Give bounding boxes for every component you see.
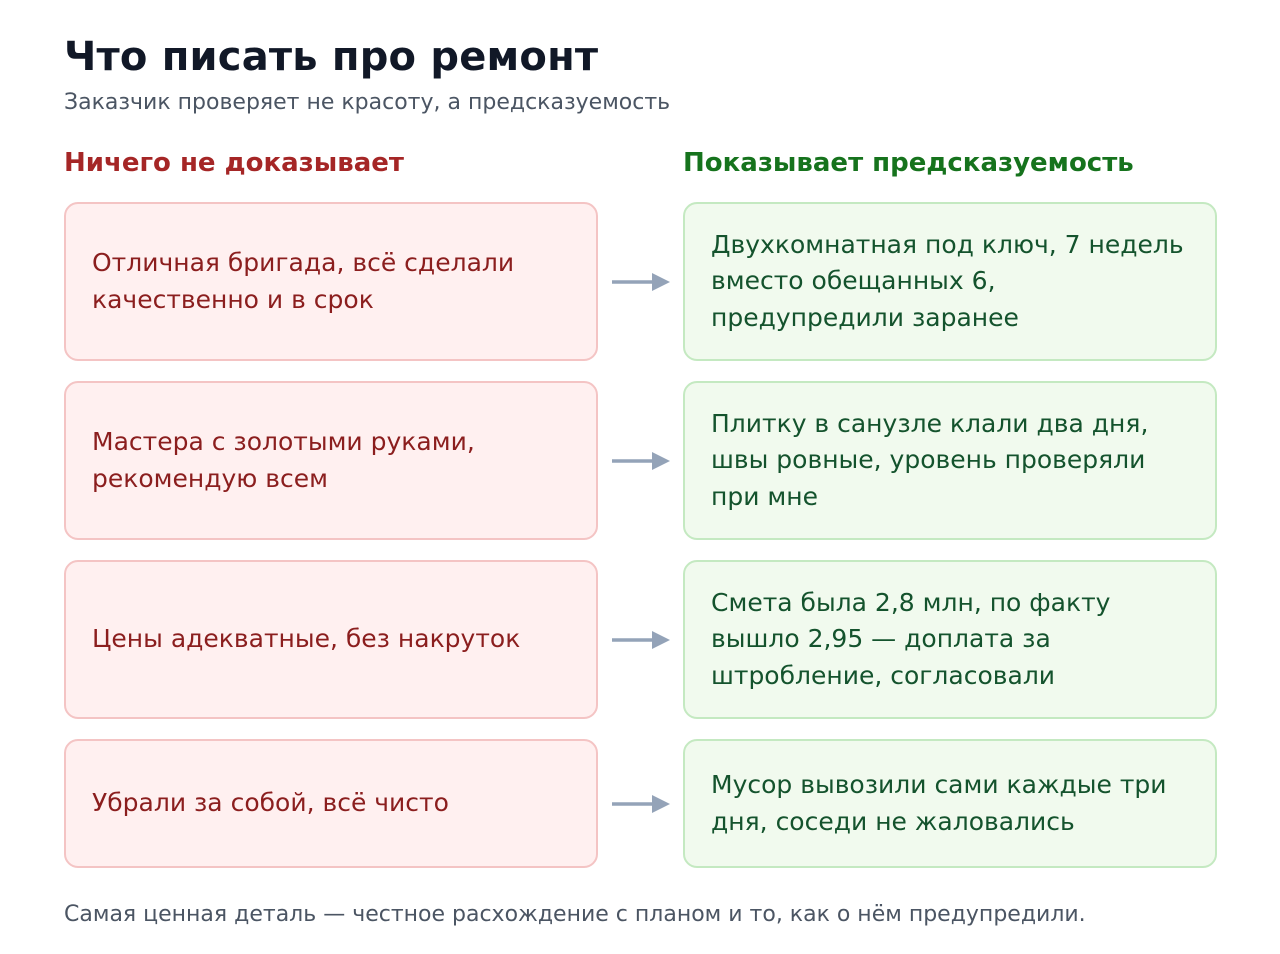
column-header-bad: Ничего не доказывает	[64, 148, 404, 178]
good-example-text: Мусор вывозили сами каждые три дня, соседи не жаловались	[711, 770, 1167, 836]
comparison-rows	[64, 202, 1217, 888]
arrow-right-icon	[612, 272, 670, 292]
bad-example-card	[64, 202, 598, 361]
comparison-row	[64, 202, 1217, 361]
good-example-text: Двухкомнатная под ключ, 7 недель вместо обещанных 6, предупредили заранее	[711, 229, 1184, 332]
arrow-right-icon	[612, 794, 670, 814]
comparison-row	[64, 560, 1217, 719]
column-header-good: Показывает предсказуемость	[683, 148, 1134, 178]
good-example-text: Смета была 2,8 млн, по факту вышло 2,95 — доплата за штробление, согласовали	[711, 587, 1111, 690]
bad-example-card	[64, 739, 598, 868]
bad-example-text: Убрали за собой, всё чисто	[92, 788, 449, 818]
good-example-card	[683, 739, 1217, 868]
page-subtitle: Заказчик проверяет не красоту, а предсказуемость	[64, 90, 671, 115]
arrow-right-icon	[612, 451, 670, 471]
arrow-right-icon	[612, 630, 670, 650]
good-example-card	[683, 381, 1217, 540]
bad-example-card	[64, 381, 598, 540]
page-title: Что писать про ремонт	[64, 34, 599, 80]
bad-example-text: Цены адекватные, без накруток	[92, 624, 521, 654]
comparison-row	[64, 381, 1217, 540]
bad-example-text: Мастера с золотыми руками, рекомендую всем	[92, 427, 475, 493]
good-example-text: Плитку в санузле клали два дня, швы ровные, уровень проверяли при мне	[711, 408, 1149, 511]
good-example-card	[683, 202, 1217, 361]
good-example-card	[683, 560, 1217, 719]
bad-example-card	[64, 560, 598, 719]
comparison-row	[64, 739, 1217, 868]
footer-note: Самая ценная деталь — честное расхождение с планом и то, как о нём предупредили.	[64, 902, 1086, 927]
bad-example-text: Отличная бригада, всё сделали качественно и в срок	[92, 248, 515, 314]
